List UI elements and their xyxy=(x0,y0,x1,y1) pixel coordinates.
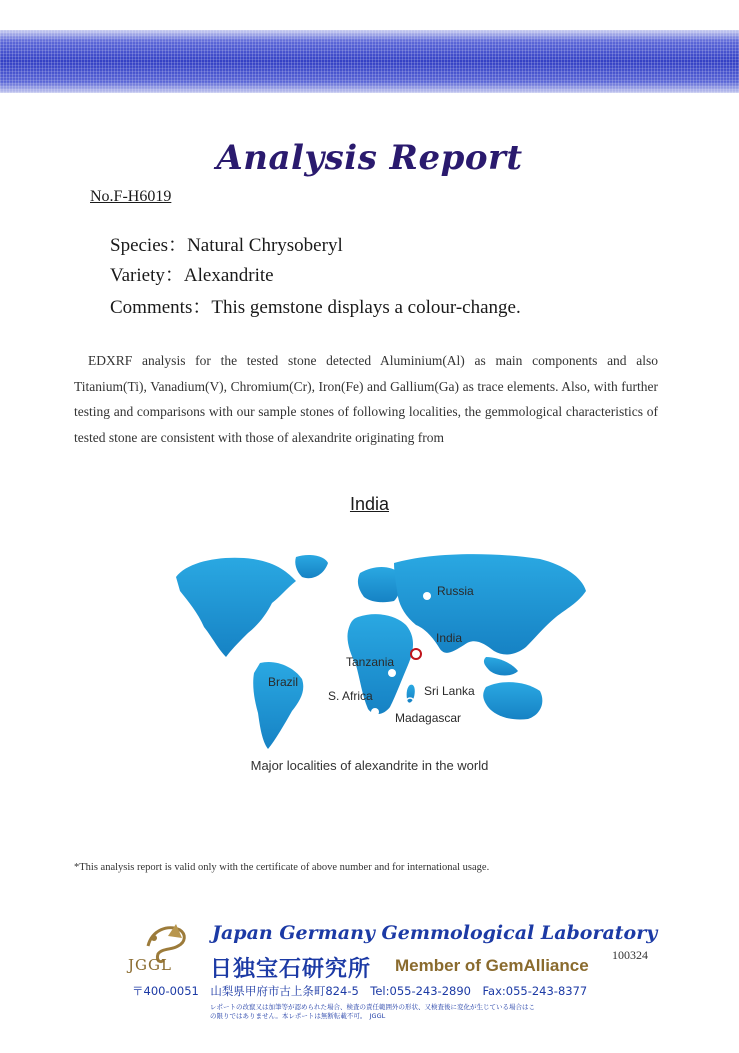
india-label: India xyxy=(436,631,463,645)
report-title: Analysis Report xyxy=(216,138,523,178)
origin-country: India xyxy=(349,494,390,514)
species-separator: ： xyxy=(168,235,188,256)
species-field xyxy=(110,230,343,257)
document-number: No.F-H6019 xyxy=(90,188,172,205)
greenland-shape xyxy=(295,555,328,578)
analysis-text: EDXRF analysis for the tested stone detected Aluminium(Al) as main components and also Titanium(Ti), Vanadium(V), Chromium(Cr), Iron(Fe) and Gallium(Ga) as trace elements. Also, with further testing and comparisons with our sample stones of following localities, the gemmological characteristics of tested stone are consistent with those of alexandrite originating from xyxy=(74,353,658,445)
russia-label: Russia xyxy=(437,584,474,598)
lab-name: Japan Germany Gemmological Laboratory xyxy=(212,922,658,944)
southeast-asia-shape xyxy=(484,657,518,676)
logo-text: JGGL xyxy=(128,956,172,974)
species-label: Species xyxy=(110,235,169,256)
map-caption: Major localities of alexandrite in the world xyxy=(250,758,489,773)
comments-value: This gemstone displays a colour-change. xyxy=(211,297,521,318)
tanzania-label: Tanzania xyxy=(346,655,395,669)
fine-print: レポートの改竄又は加筆等が認められた場合、検査の責任範囲外の形状、又検査後に変化が生じている場合はこの限りではありません。本レポートは無断転載不可。 JGGL xyxy=(210,1003,535,1020)
variety-value: Alexandrite xyxy=(183,265,274,286)
lab-name-japanese: 日独宝石研究所 xyxy=(210,957,372,982)
north-america-shape xyxy=(176,558,296,657)
australia-shape xyxy=(483,682,542,719)
russia-marker xyxy=(423,592,431,600)
comments-label: Comments xyxy=(110,297,193,318)
brazil-label: Brazil xyxy=(268,675,299,689)
south-africa-label: S. Africa xyxy=(328,689,373,703)
validity-footnote: *This analysis report is valid only with the certificate of above number and for international usage. xyxy=(74,862,490,873)
analysis-paragraph xyxy=(74,348,658,450)
member-text: Member of GemAlliance xyxy=(395,956,589,975)
comments-separator: ： xyxy=(192,297,212,318)
brazil-marker xyxy=(304,691,312,699)
report-code: 100324 xyxy=(612,948,648,962)
header-banner xyxy=(0,30,739,93)
sri-lanka-marker xyxy=(437,674,445,682)
world-map xyxy=(168,545,588,755)
madagascar-label: Madagascar xyxy=(395,711,462,725)
origin-heading xyxy=(0,494,739,515)
comments-field xyxy=(110,292,521,319)
india-marker xyxy=(411,649,421,659)
lab-address: 〒400-0051 山梨県甲府市古上条町824-5 Tel:055-243-2890 Fax:055-243-8377 xyxy=(132,984,588,998)
variety-label: Variety xyxy=(110,265,165,286)
variety-field xyxy=(110,260,274,287)
asia-shape xyxy=(394,554,586,654)
species-value: Natural Chrysoberyl xyxy=(187,235,343,256)
sri-lanka-label: Sri Lanka xyxy=(424,684,475,698)
south-africa-marker xyxy=(371,708,379,716)
tanzania-marker xyxy=(388,669,396,677)
variety-separator: ： xyxy=(164,265,184,286)
